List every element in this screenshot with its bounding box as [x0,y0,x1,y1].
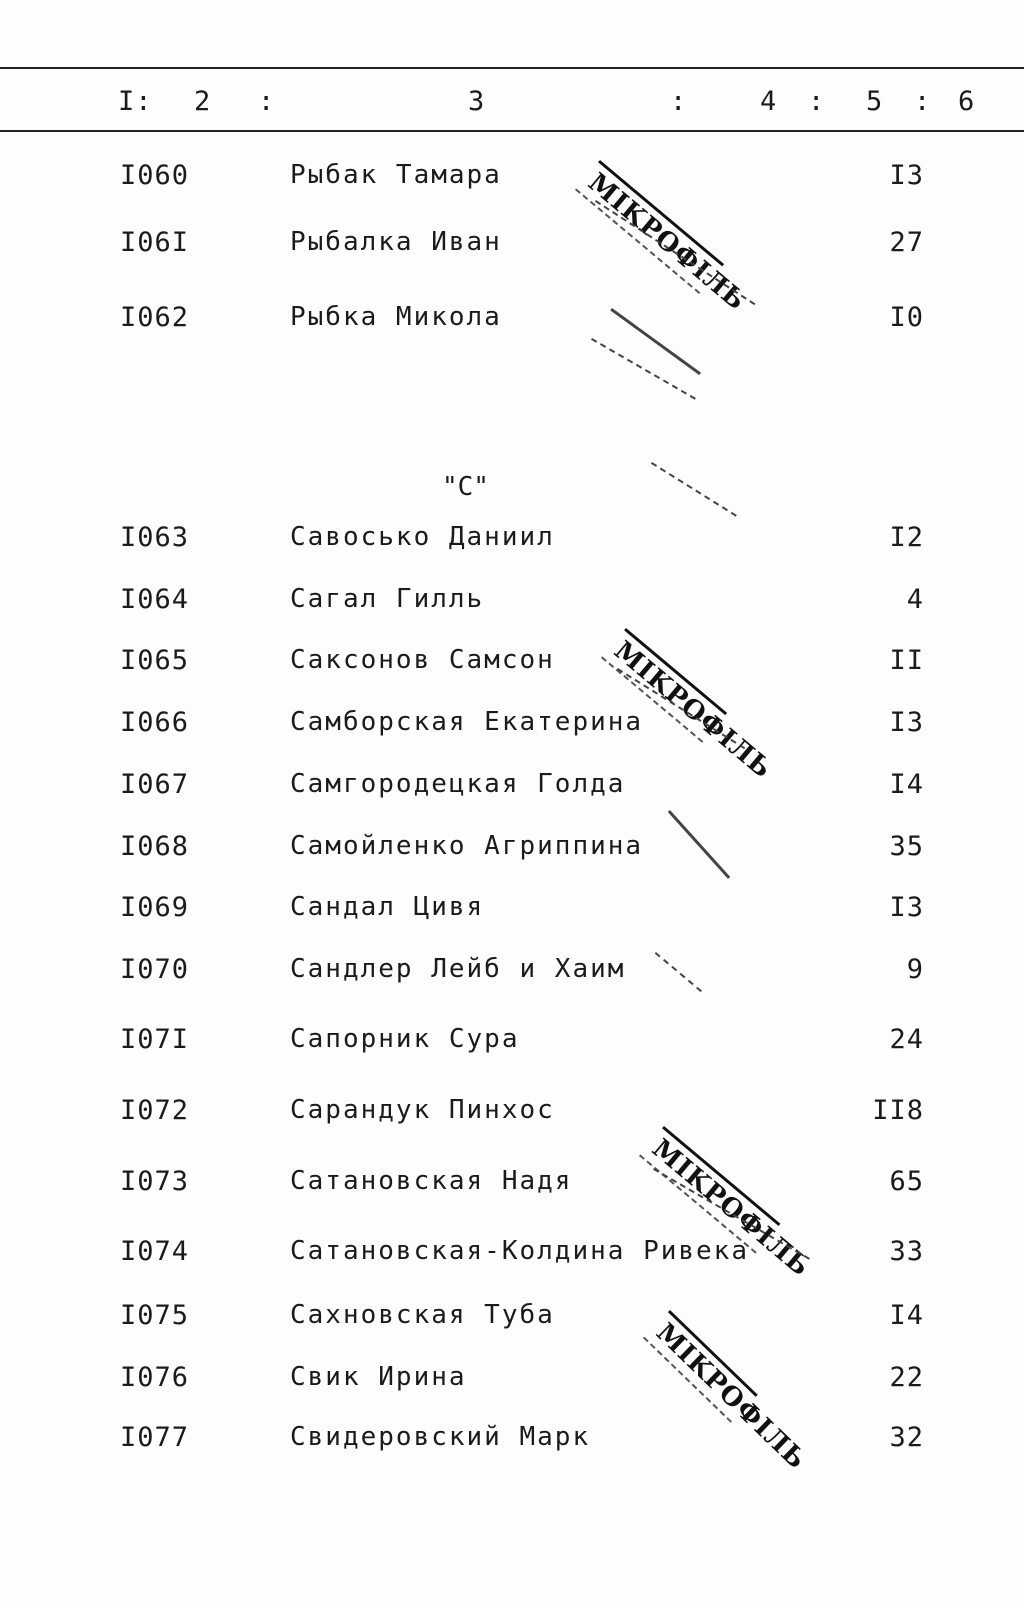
record-name: Свидеровский Марк [290,1422,591,1452]
record-number: I062 [120,302,190,333]
record-count: 27 [889,227,924,258]
table-row [0,954,1024,990]
column-separator: : [914,86,932,117]
record-name: Сатановская Надя [290,1166,573,1196]
record-name: Сандлер Лейб и Хаим [290,954,626,984]
column-header-6: 6 [958,86,976,117]
record-count: 24 [889,1024,924,1055]
record-count: 4 [906,584,924,615]
record-name: Самойленко Агриппина [290,831,644,861]
column-header-3: 3 [468,86,486,117]
column-header-1: I: [118,86,153,117]
microfilm-stamp-text: MIKPOФIЛЬ [601,628,727,743]
record-count: I3 [889,707,924,738]
stamp-dashed-line [591,338,696,400]
record-number: I063 [120,522,190,553]
table-row [0,1166,1024,1202]
record-count: I2 [889,522,924,553]
record-name: Свик Ирина [290,1362,467,1392]
record-number: I075 [120,1300,190,1331]
record-number: I067 [120,769,190,800]
table-row [0,707,1024,743]
record-count: 9 [906,954,924,985]
record-number: I076 [120,1362,190,1393]
column-separator: : [258,86,276,117]
record-number: I060 [120,160,190,191]
record-count: I0 [889,302,924,333]
table-row [0,1362,1024,1398]
record-number: I072 [120,1095,190,1126]
record-number: I064 [120,584,190,615]
column-header-4: 4 [760,86,778,117]
record-name: Сатановская-Колдина Ривека [290,1236,749,1266]
table-row [0,769,1024,805]
column-header-2: 2 [194,86,212,117]
record-number: I073 [120,1166,190,1197]
table-row [0,522,1024,558]
table-row [0,1024,1024,1060]
table-row [0,831,1024,867]
record-number: I070 [120,954,190,985]
record-count: 33 [889,1236,924,1267]
record-count: II [889,645,924,676]
record-count: 32 [889,1422,924,1453]
record-count: 35 [889,831,924,862]
record-name: Саксонов Самсон [290,645,555,675]
table-row [0,892,1024,928]
record-name: Рыбак Тамара [290,160,502,190]
record-count: 65 [889,1166,924,1197]
table-row [0,1300,1024,1336]
record-name: Рыбка Микола [290,302,502,332]
record-number: I074 [120,1236,190,1267]
record-number: I066 [120,707,190,738]
record-number: I077 [120,1422,190,1453]
record-number: I065 [120,645,190,676]
record-count: 22 [889,1362,924,1393]
record-name: Сахновская Туба [290,1300,555,1330]
table-row [0,584,1024,620]
record-number: I069 [120,892,190,923]
record-name: Сагал Гилль [290,584,485,614]
section-letter-heading: "C" [442,472,489,502]
record-count: I3 [889,892,924,923]
record-number: I07I [120,1024,190,1055]
column-header-5: 5 [866,86,884,117]
record-number: I068 [120,831,190,862]
table-row [0,1236,1024,1272]
record-name: Самгородецкая Голда [290,769,626,799]
record-name: Сандал Цивя [290,892,485,922]
table-row [0,160,1024,196]
microfilm-stamp-text: MIKPOФIЛЬ [639,1126,781,1254]
record-name: Сарандук Пинхос [290,1095,555,1125]
column-separator: : [670,86,688,117]
record-count: I4 [889,769,924,800]
column-separator: : [808,86,826,117]
record-name: Рыбалка Иван [290,227,502,257]
header-top-rule [0,67,1024,69]
header-bottom-rule [0,130,1024,132]
record-number: I06I [120,227,190,258]
record-count: I4 [889,1300,924,1331]
table-row [0,227,1024,263]
record-name: Самборская Екатерина [290,707,644,737]
stamp-dashed-line [651,462,737,517]
microfilm-stamp-text: MIKPOФIЛЬ [575,160,724,294]
record-count: II8 [872,1095,924,1126]
table-row [0,302,1024,338]
table-row [0,1095,1024,1131]
record-count: I3 [889,160,924,191]
record-name: Сапорник Сура [290,1024,520,1054]
table-row [0,1422,1024,1458]
record-name: Савосько Даниил [290,522,555,552]
microfilm-stamp-text: MIKPOФIЛЬ [643,1310,758,1423]
table-row [0,645,1024,681]
